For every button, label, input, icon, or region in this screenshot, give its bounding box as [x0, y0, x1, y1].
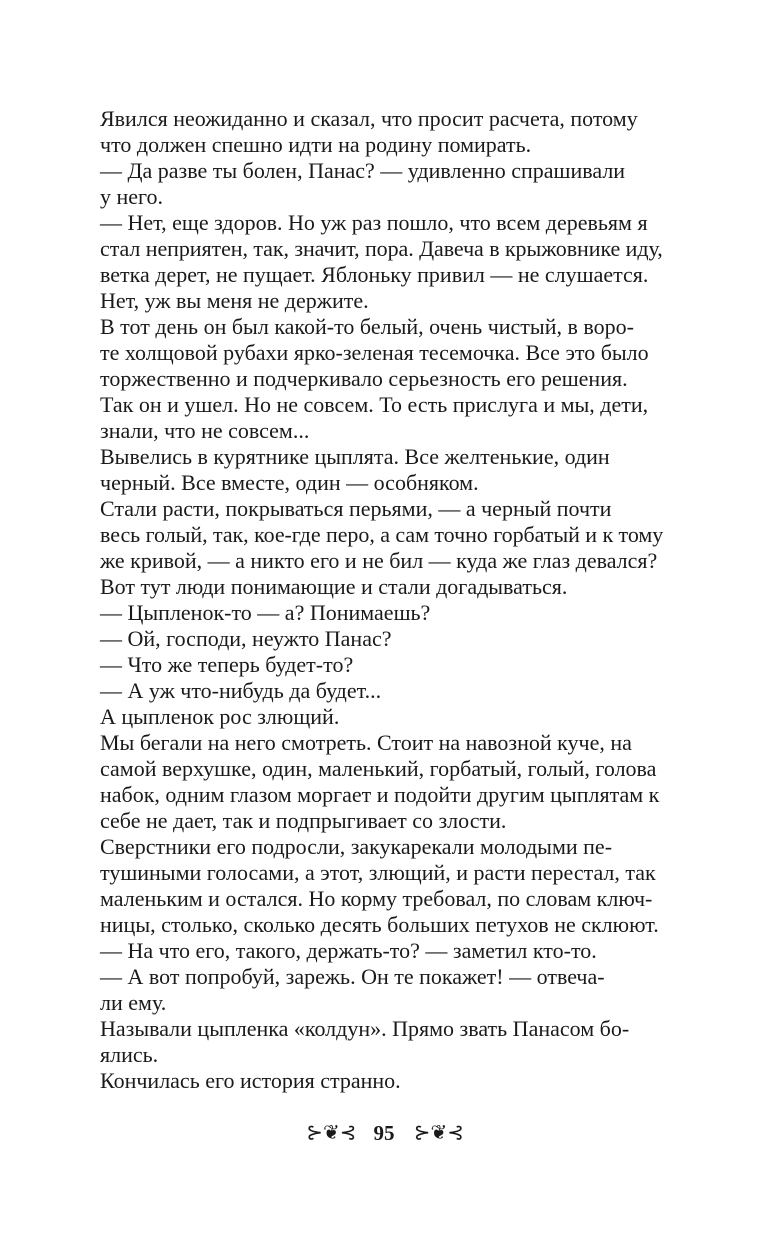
paragraph: [100, 210, 663, 314]
text-line: набок, одним глазом моргает и подойти другим цыплятам к: [100, 782, 660, 807]
paragraph: [100, 626, 663, 652]
text-line: Так он и ушел. Но не совсем. То есть прислуга и мы, дети,: [100, 392, 649, 417]
text-line: маленьким и остался. Но корму требовал, по словам ключ-: [100, 886, 653, 911]
text-line: Вывелись в курятнике цыплята. Все желтенькие, один: [100, 444, 610, 469]
body-text: [100, 106, 663, 1094]
text-line: ницы, столько, сколько десять больших петухов не склюют.: [100, 912, 659, 937]
text-line: ветка дерет, не пущает. Яблоньку привил — не слушается.: [100, 262, 649, 287]
text-line: тушиными голосами, а этот, злющий, и расти перестал, так: [100, 860, 656, 885]
ornament-right-icon: ⊱❦⊰: [413, 1122, 465, 1145]
text-line: же кривой, — а никто его и не бил — куда же глаз девался?: [100, 548, 658, 573]
paragraph: [100, 678, 663, 704]
text-line: себе не дает, так и подпрыгивает со злости.: [100, 808, 507, 833]
paragraph: [100, 444, 663, 496]
text-line: Явился неожиданно и сказал, что просит расчета, потому: [100, 106, 638, 131]
paragraph: [100, 574, 663, 600]
paragraph: [100, 496, 663, 574]
text-line: — Цыпленок-то — а? Понимаешь?: [100, 600, 431, 625]
text-line: — А уж что-нибудь да будет...: [100, 678, 382, 703]
text-line: знали, что не совсем...: [100, 418, 310, 443]
text-line: черный. Все вместе, один — особняком.: [100, 470, 479, 495]
paragraph: [100, 314, 663, 392]
text-line: весь голый, так, кое-где перо, а сам точно горбатый и к тому: [100, 522, 664, 547]
text-line: — На что его, такого, держать-то? — заметил кто-то.: [100, 938, 597, 963]
paragraph: [100, 600, 663, 626]
ornament-left-icon: ⊱❦⊰: [306, 1122, 357, 1145]
text-line: что должен спешно идти на родину помирать.: [100, 132, 532, 157]
page-number: 95: [373, 1121, 395, 1146]
paragraph: [100, 1016, 663, 1068]
text-line: — Да разве ты болен, Панас? — удивленно спрашивали: [100, 158, 626, 183]
text-line: Мы бегали на него смотреть. Стоит на навозной куче, на: [100, 730, 632, 755]
paragraph: [100, 730, 663, 834]
paragraph: [100, 938, 663, 964]
paragraph: [100, 652, 663, 678]
paragraph: [100, 106, 663, 158]
text-line: Стали расти, покрываться перьями, — а черный почти: [100, 496, 612, 521]
text-line: — Ой, господи, неужто Панас?: [100, 626, 392, 651]
text-line: те холщовой рубахи ярко-зеленая тесемочка. Все это было: [100, 340, 649, 365]
text-line: ялись.: [100, 1042, 159, 1067]
paragraph: [100, 1068, 663, 1094]
paragraph: [100, 834, 663, 938]
paragraph: [100, 158, 663, 210]
text-line: торжественно и подчеркивало серьезность его решения.: [100, 366, 628, 391]
text-line: Вот тут люди понимающие и стали догадываться.: [100, 574, 568, 599]
page-footer: [0, 1118, 768, 1146]
text-line: — Что же теперь будет-то?: [100, 652, 354, 677]
text-line: Кончилась его история странно.: [100, 1068, 401, 1093]
text-line: — Нет, еще здоров. Но уж раз пошло, что всем деревьям я: [100, 210, 648, 235]
text-line: Нет, уж вы меня не держите.: [100, 288, 369, 313]
text-line: у него.: [100, 184, 164, 209]
text-line: самой верхушке, один, маленький, горбатый, голый, голова: [100, 756, 657, 781]
text-line: ли ему.: [100, 990, 167, 1015]
text-line: — А вот попробуй, зарежь. Он те покажет! — отвеча-: [100, 964, 605, 989]
text-line: А цыпленок рос злющий.: [100, 704, 340, 729]
text-line: Называли цыпленка «колдун». Прямо звать Панасом бо-: [100, 1016, 630, 1041]
paragraph: [100, 964, 663, 1016]
text-line: В тот день он был какой-то белый, очень чистый, в воро-: [100, 314, 634, 339]
text-line: стал неприятен, так, значит, пора. Давеча в крыжовнике иду,: [100, 236, 663, 261]
paragraph: [100, 392, 663, 444]
text-line: Сверстники его подросли, закукарекали молодыми пе-: [100, 834, 613, 859]
paragraph: [100, 704, 663, 730]
